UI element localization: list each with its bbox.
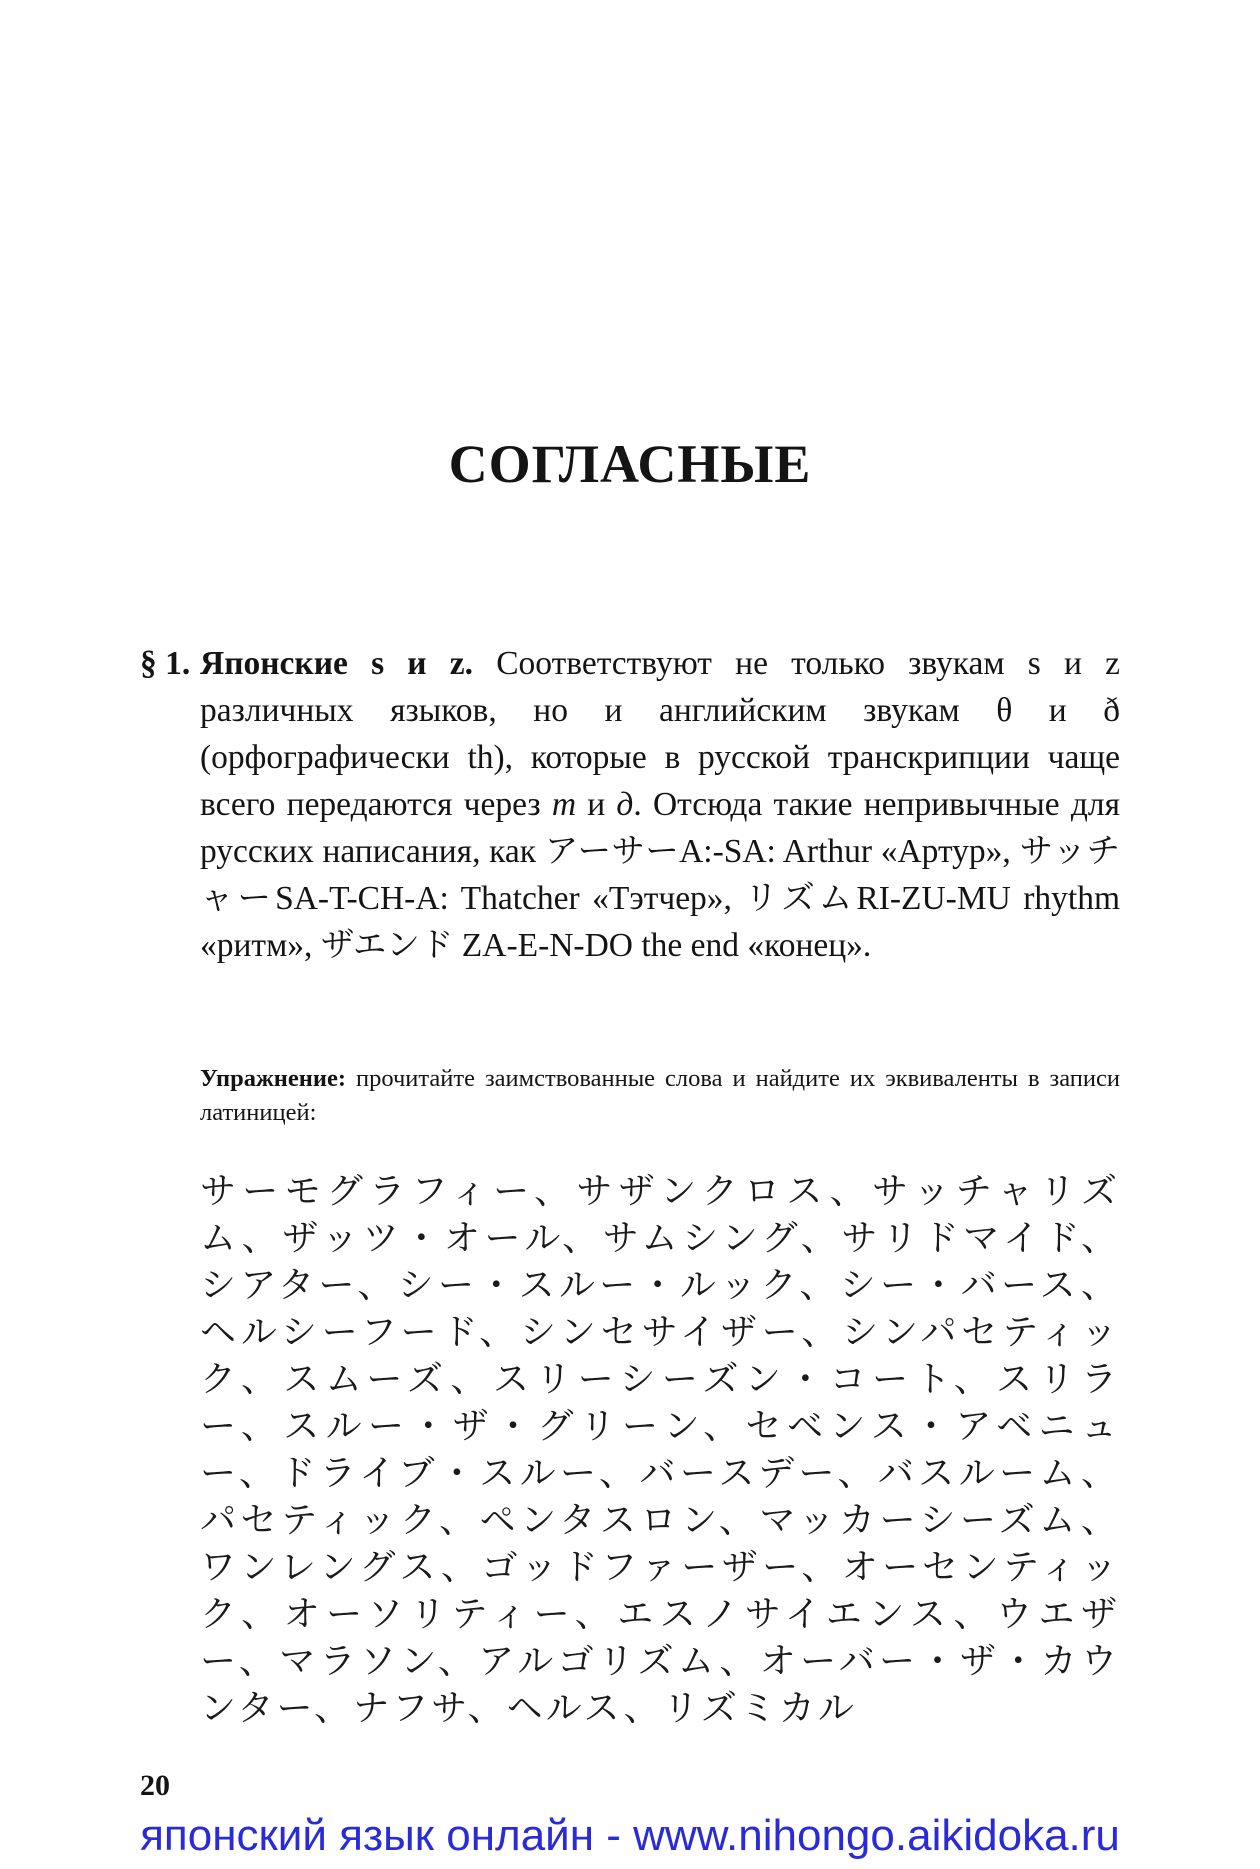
section-number: § 1. [140, 645, 191, 682]
exercise-label: Упражнение: [200, 1065, 346, 1092]
page-title: СОГЛАСНЫЕ [448, 434, 812, 494]
watermark: японский язык онлайн - www.nihongo.aikidoka.ru [140, 1811, 1120, 1860]
page-number: 20 [140, 1769, 170, 1802]
section-text-2: и [576, 786, 617, 823]
section-term: Японские s и z. [200, 645, 474, 682]
kana-word-list: サーモグラフィー、サザンクロス、サッチャリズム、ザッツ・オール、サムシング、サリドマイド、シアター、シー・スルー・ルック、シー・バース、ヘルシーフード、シンセサイザー、シンパセティック、スムーズ、スリーシーズン・コート、スリラー、スルー・ザ・グリーン、セベンス・アベニュー、ドライブ・スルー、バースデー、バスルーム、パセティック、ペンタスロン、マッカーシーズム、ワンレングス、ゴッドファーザー、オーセンティック、オーソリティー、エスノサイエンス、ウエザー、マラソン、アルゴリズム、オーバー・ザ・カウンター、ナフサ、ヘルス、リズミカル [200, 1171, 1120, 1729]
section-paragraph [140, 640, 1120, 969]
section-1 [140, 640, 1120, 969]
section-d-letter: д [616, 786, 634, 823]
exercise-text: прочитайте заимствованные слова и найдите их эквиваленты в записи латиницей: [200, 1065, 1120, 1126]
exercise-instruction [200, 1062, 1120, 1130]
section-text-3: . Отсюда такие непривычные для русских написания, как アーサーA:-SA: Arthur «Артур», サッチャーSA-T-CH-A: Thatcher «Тэтчер», リズムRI-ZU-MU rhythm «ритм», ザエンド ZA-E-N-DO the end «конец». [200, 786, 1121, 964]
section-t-letter: т [551, 786, 577, 823]
section-text-1: Соответствуют не только звукам s и z различных языков, но и английским звукам θ и ð (орфографически th), которые в русской транскрипции чаще всего передаются через [200, 645, 1120, 823]
